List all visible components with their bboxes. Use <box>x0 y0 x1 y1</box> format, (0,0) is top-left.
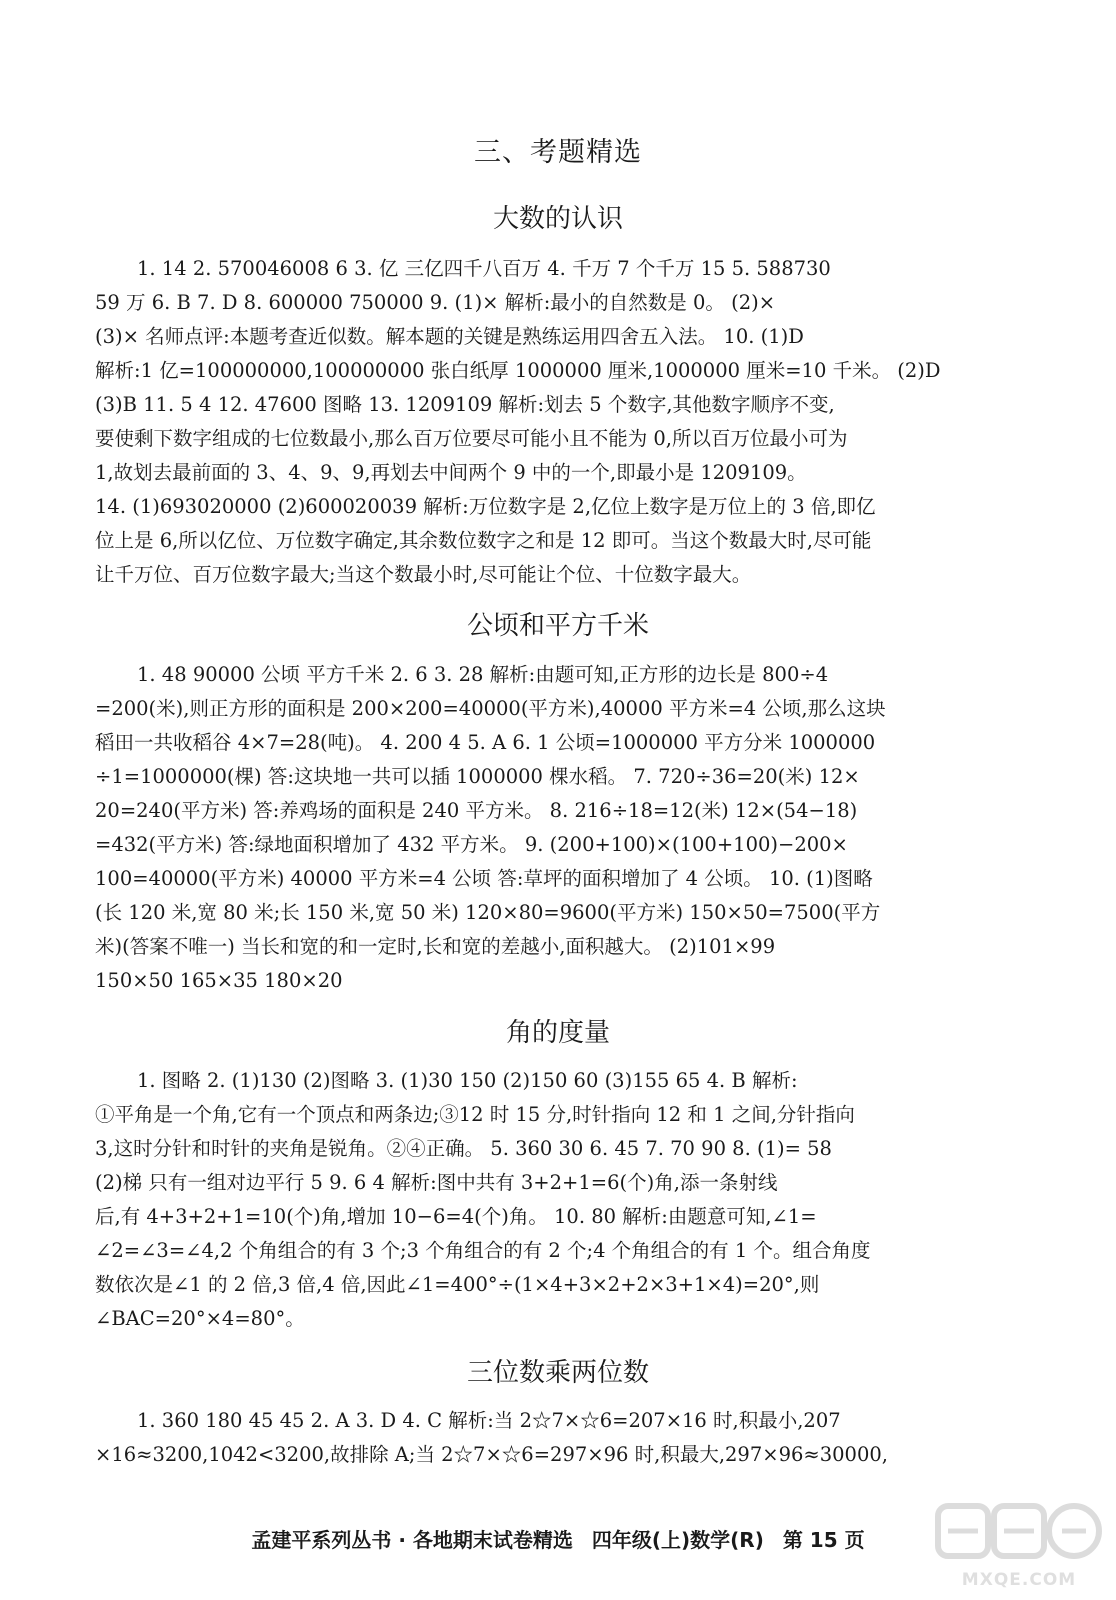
answer-line: 14. (1)693020000 (2)600020039 解析:万位数字是 2,亿位上数字是万位上的 3 倍,即亿 <box>95 495 876 518</box>
answer-line: 100=40000(平方米) 40000 平方米=4 公顷 答:草坪的面积增加了 4 公顷。 10. (1)图略 <box>95 867 873 890</box>
watermark <box>934 1500 1104 1592</box>
answer-line: 1,故划去最前面的 3、4、9、9,再划去中间两个 9 中的一个,即最小是 1209109。 <box>95 461 807 484</box>
answer-line: 1. 360 180 45 45 2. A 3. D 4. C 解析:当 2☆7×☆6=207×16 时,积最小,207 <box>137 1409 841 1432</box>
answer-line: 数依次是∠1 的 2 倍,3 倍,4 倍,因此∠1=400°÷(1×4+3×2+2×3+1×4)=20°,则 <box>95 1273 820 1296</box>
answer-line: 让千万位、百万位数字最大;当这个数最小时,尽可能让个位、十位数字最大。 <box>95 563 752 586</box>
answer-line: ①平角是一个角,它有一个顶点和两条边;③12 时 15 分,时针指向 12 和 1 之间,分针指向 <box>95 1103 855 1126</box>
answer-line: ∠2=∠3=∠4,2 个角组合的有 3 个;3 个角组合的有 2 个;4 个角组合的有 1 个。组合角度 <box>95 1239 871 1262</box>
footer-grade-subject: 四年级(上)数学(R) <box>591 1528 764 1552</box>
answer-line: 20=240(平方米) 答:养鸡场的面积是 240 平方米。 8. 216÷18=12(米) 12×(54−18) <box>95 799 858 822</box>
answer-line: (2)梯 只有一组对边平行 5 9. 6 4 解析:图中共有 3+2+1=6(个)角,添一条射线 <box>95 1171 778 1194</box>
answer-line: 后,有 4+3+2+1=10(个)角,增加 10−6=4(个)角。 10. 80 解析:由题意可知,∠1= <box>95 1205 817 1228</box>
answer-site-logo-icon <box>934 1500 1104 1570</box>
answer-line: =200(米),则正方形的面积是 200×200=40000(平方米),40000 平方米=4 公顷,那么这块 <box>95 697 886 720</box>
answer-line: 1. 图略 2. (1)130 (2)图略 3. (1)30 150 (2)150 60 (3)155 65 4. B 解析: <box>137 1069 798 1092</box>
answer-line: 3,这时分针和时针的夹角是锐角。②④正确。 5. 360 30 6. 45 7. 70 90 8. (1)= 58 <box>95 1137 832 1160</box>
section-body-large-numbers <box>95 252 990 592</box>
answer-line: (长 120 米,宽 80 米;长 150 米,宽 50 米) 120×80=9600(平方米) 150×50=7500(平方 <box>95 901 881 924</box>
answer-line: 59 万 6. B 7. D 8. 600000 750000 9. (1)× 解析:最小的自然数是 0。 (2)× <box>95 291 776 314</box>
answer-line: 1. 48 90000 公顷 平方千米 2. 6 3. 28 解析:由题可知,正方形的边长是 800÷4 <box>137 663 829 686</box>
answer-line: 稻田一共收稻谷 4×7=28(吨)。 4. 200 4 5. A 6. 1 公顷=1000000 平方分米 1000000 <box>95 731 876 754</box>
section-title-angles: 角的度量 <box>505 1018 610 1048</box>
section-title-large-numbers: 大数的认识 <box>492 204 623 234</box>
answer-line: 1. 14 2. 570046008 6 3. 亿 三亿四千八百万 4. 千万 7 个千万 15 5. 588730 <box>137 257 831 280</box>
answer-line: (3)B 11. 5 4 12. 47600 图略 13. 1209109 解析:划去 5 个数字,其他数字顺序不变, <box>95 393 835 416</box>
answer-line: ∠BAC=20°×4=80°。 <box>95 1307 305 1330</box>
section-title-multiplication: 三位数乘两位数 <box>466 1358 649 1388</box>
answer-line: 解析:1 亿=100000000,100000000 张白纸厚 1000000 厘米,1000000 厘米=10 千米。 (2)D <box>95 359 941 382</box>
answer-line: (3)× 名师点评:本题考查近似数。解本题的关键是熟练运用四舍五入法。 10. (1)D <box>95 325 804 348</box>
section-body-multiplication <box>95 1404 990 1472</box>
answer-line: 要使剩下数字组成的七位数最小,那么百万位要尽可能小且不能为 0,所以百万位最小可为 <box>95 427 848 450</box>
answer-line: 150×50 165×35 180×20 <box>95 969 343 992</box>
answer-line: 米)(答案不唯一) 当长和宽的和一定时,长和宽的差越小,面积越大。 (2)101×99 <box>95 935 776 958</box>
section-body-hectares <box>95 658 990 998</box>
page-title: 三、考题精选 <box>474 137 642 168</box>
watermark-text: MXQE.COM <box>961 1570 1077 1590</box>
answer-line: ×16≈3200,1042<3200,故排除 A;当 2☆7×☆6=297×96 时,积最大,297×96≈30000, <box>95 1443 888 1466</box>
footer-page-number: 第 15 页 <box>782 1528 865 1552</box>
answer-line: ÷1=1000000(棵) 答:这块地一共可以插 1000000 棵水稻。 7. 720÷36=20(米) 12× <box>95 765 860 788</box>
answer-line: 位上是 6,所以亿位、万位数字确定,其余数位数字之和是 12 即可。当这个数最大时,尽可能 <box>95 529 872 552</box>
section-body-angles <box>95 1064 990 1336</box>
answer-line: =432(平方米) 答:绿地面积增加了 432 平方米。 9. (200+100)×(100+100)−200× <box>95 833 848 856</box>
footer-series: 孟建平系列丛书 · 各地期末试卷精选 <box>251 1528 573 1552</box>
section-title-hectares: 公顷和平方千米 <box>466 611 649 641</box>
